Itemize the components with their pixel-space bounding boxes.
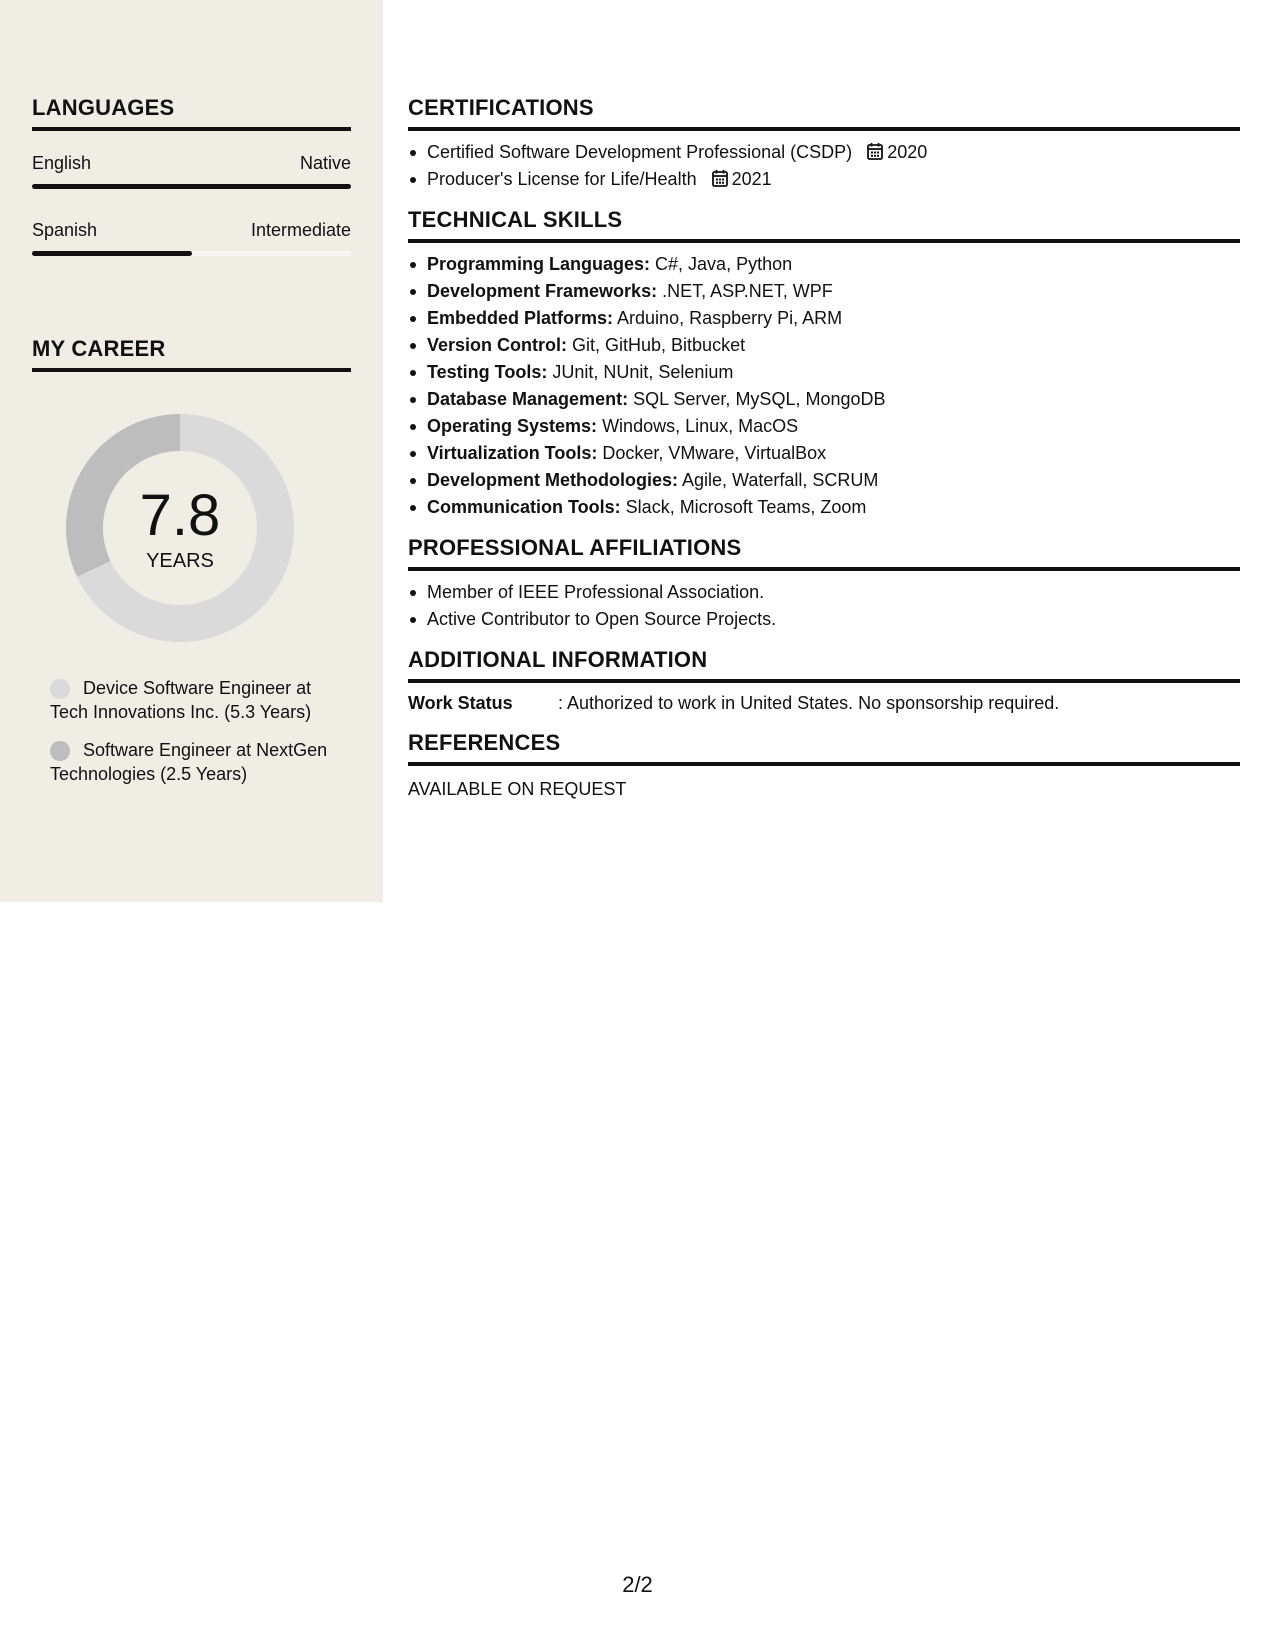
skill-value: Git, GitHub, Bitbucket: [567, 335, 746, 355]
language-proficiency-bar: [32, 184, 351, 189]
sidebar: [0, 0, 383, 902]
skill-label: Testing Tools:: [427, 362, 548, 382]
skill-label: Development Frameworks:: [427, 281, 658, 301]
certification-item: [408, 139, 1240, 166]
affiliation-item: Active Contributor to Open Source Projects.: [408, 606, 1240, 633]
affiliations-list: [408, 579, 1240, 633]
language-level: Native: [299, 153, 351, 173]
skill-label: Embedded Platforms:: [427, 308, 614, 328]
skill-value: Slack, Microsoft Teams, Zoom: [620, 497, 867, 517]
total-years-value: 7.8: [139, 483, 221, 548]
language-level: Intermediate: [250, 220, 351, 240]
skill-item: [408, 278, 1240, 305]
skill-label: Operating Systems:: [427, 416, 598, 436]
affiliations-heading: PROFESSIONAL AFFILIATIONS: [408, 535, 1240, 571]
language-proficiency-fill: [32, 251, 192, 256]
legend-dot: [50, 741, 70, 761]
skill-value: Windows, Linux, MacOS: [597, 416, 799, 436]
skill-value: C#, Java, Python: [650, 254, 793, 274]
skills-list: [408, 251, 1240, 521]
references-text: AVAILABLE ON REQUEST: [408, 779, 627, 799]
donut-center: [66, 414, 294, 642]
skill-item: [408, 251, 1240, 278]
languages-section: [32, 95, 351, 256]
skill-label: Development Methodologies:: [427, 470, 679, 490]
career-legend: [50, 676, 340, 800]
skill-item: [408, 359, 1240, 386]
skill-label: Database Management:: [427, 389, 629, 409]
legend-item: [50, 676, 340, 724]
language-row: [32, 152, 351, 189]
career-section: [32, 336, 351, 372]
work-status-label: Work Status: [408, 693, 513, 713]
affiliation-item: Member of IEEE Professional Association.: [408, 579, 1240, 606]
language-row: [32, 219, 351, 256]
calendar-icon: [712, 169, 728, 187]
certification-date: [867, 142, 927, 162]
language-name: English: [32, 153, 92, 173]
page-number: 2/2: [622, 1572, 653, 1597]
technical-skills-section: [408, 207, 1240, 521]
skill-item: [408, 332, 1240, 359]
skill-item: [408, 440, 1240, 467]
certification-item: [408, 166, 1240, 193]
language-proficiency-bar: [32, 251, 351, 256]
skill-value: Agile, Waterfall, SCRUM: [678, 470, 879, 490]
certification-year: 2021: [731, 169, 772, 189]
certifications-section: [408, 95, 1240, 193]
legend-item: [50, 738, 340, 786]
language-proficiency-fill: [32, 184, 351, 189]
skill-item: [408, 467, 1240, 494]
certifications-list: [408, 139, 1240, 193]
certification-date: [712, 169, 772, 189]
additional-info-heading: ADDITIONAL INFORMATION: [408, 647, 1240, 683]
career-donut-chart: [66, 414, 294, 642]
legend-dot: [50, 679, 70, 699]
certification-name: Certified Software Development Professional (CSDP): [427, 142, 853, 162]
skill-label: Communication Tools:: [427, 497, 621, 517]
skill-value: Docker, VMware, VirtualBox: [597, 443, 827, 463]
technical-skills-heading: TECHNICAL SKILLS: [408, 207, 1240, 243]
total-years-unit: YEARS: [146, 550, 214, 572]
career-heading: MY CAREER: [32, 336, 351, 372]
skill-item: [408, 494, 1240, 521]
language-name: Spanish: [32, 220, 98, 240]
calendar-icon: [867, 142, 883, 160]
skill-label: Version Control:: [427, 335, 568, 355]
certification-year: 2020: [887, 142, 928, 162]
work-status-row: [408, 690, 1240, 716]
skill-item: [408, 413, 1240, 440]
legend-label: Device Software Engineer at Tech Innovations Inc. (5.3 Years): [50, 678, 312, 722]
skill-value: .NET, ASP.NET, WPF: [657, 281, 833, 301]
legend-label: Software Engineer at NextGen Technologies (2.5 Years): [50, 740, 328, 784]
skill-value: Arduino, Raspberry Pi, ARM: [613, 308, 843, 328]
main-content: [408, 95, 1240, 816]
skill-value: JUnit, NUnit, Selenium: [547, 362, 734, 382]
work-status-value: : Authorized to work in United States. No sponsorship required.: [558, 693, 1060, 713]
certification-name: Producer's License for Life/Health: [427, 169, 697, 189]
additional-info-section: [408, 647, 1240, 716]
skill-label: Virtualization Tools:: [427, 443, 598, 463]
skill-value: SQL Server, MySQL, MongoDB: [628, 389, 886, 409]
skill-item: [408, 305, 1240, 332]
references-heading: REFERENCES: [408, 730, 1240, 766]
affiliations-section: [408, 535, 1240, 633]
references-section: [408, 730, 1240, 802]
skill-item: [408, 386, 1240, 413]
certifications-heading: CERTIFICATIONS: [408, 95, 1240, 131]
skill-label: Programming Languages:: [427, 254, 651, 274]
languages-heading: LANGUAGES: [32, 95, 351, 131]
